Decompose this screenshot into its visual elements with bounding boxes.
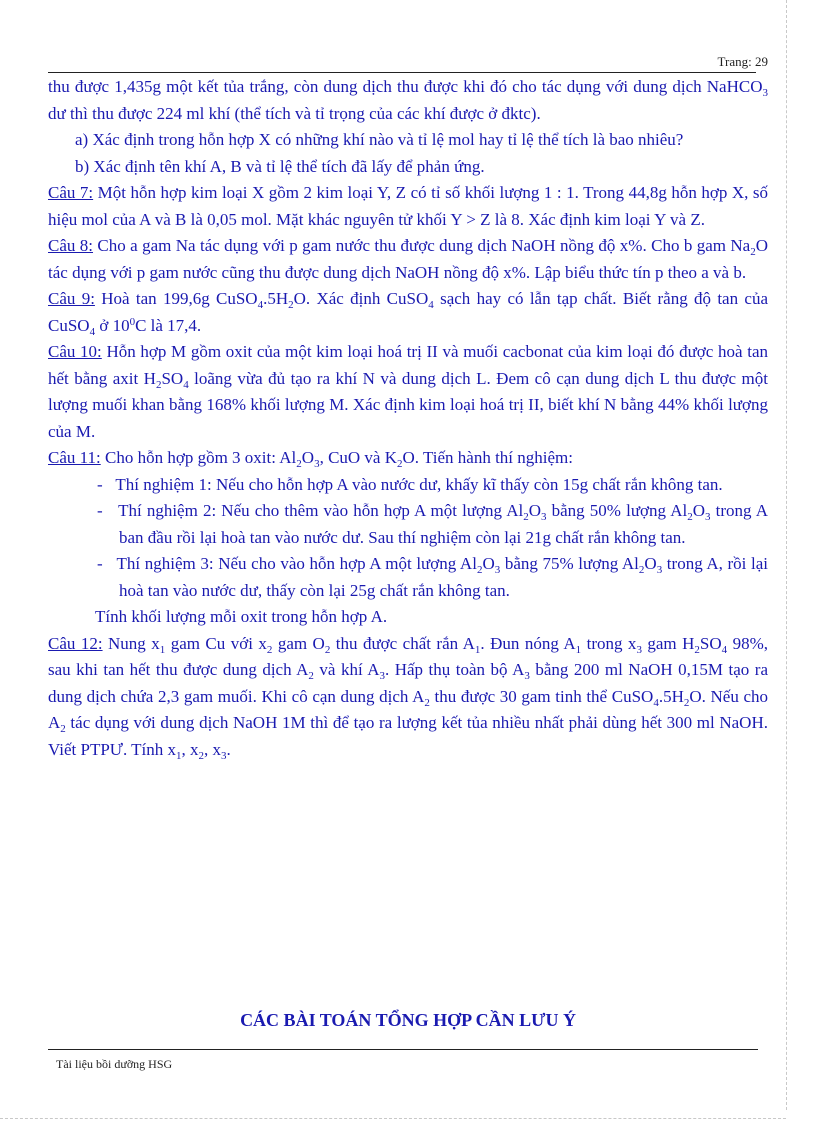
sub-question-a: a) Xác định trong hỗn hợp X có những khí nào và tỉ lệ mol hay tỉ lệ thể tích là bao nhiêu? bbox=[75, 130, 684, 149]
footer-divider bbox=[48, 1049, 758, 1050]
question-8: Câu 8: Cho a gam Na tác dụng với p gam nước thu được dung dịch NaOH nồng độ x%. Cho b gam $Na_2O$ tác dụng với p gam nước cũng thu được dung dịch NaOH nồng độ x%. Lập biểu thức tín p theo a và b. bbox=[48, 236, 769, 282]
sub-question-b: b) Xác định tên khí A, B và tỉ lệ thể tích đã lấy để phản ứng. bbox=[75, 156, 485, 176]
document-body bbox=[48, 74, 768, 763]
question-8-label: Câu 8: bbox=[48, 236, 94, 255]
question-11: Câu 11: Cho hỗn hợp gồm 3 oxit: $Al_2O_3$, CuO và $K_2O$. Tiến hành thí nghiệm: bbox=[48, 448, 573, 470]
question-11-conclusion: Tính khối lượng mỗi oxit trong hỗn hợp A. bbox=[95, 607, 388, 626]
question-9: Câu 9: Hoà tan 199,6g $CuSO_4.5H_2O$. Xác định CuSO$_4$ sạch hay có lẫn tạp chất. Biết rằng độ tan của CuSO$_4$ ở $10^0C$ là 17,4. bbox=[48, 289, 768, 338]
page-border-bottom bbox=[0, 1118, 786, 1119]
question-7-label: Câu 7: bbox=[48, 183, 94, 202]
question-10: Câu 10: Hỗn hợp M gồm oxit của một kim loại hoá trị II và muối cacbonat của kim loại đó được hoà tan hết bằng axit $H_2SO_4$ loãng vừa đủ tạo ra khí N và dung dịch L. Đem cô cạn dung dịch L thu được một lượng muối khan bằng 168% khối lượng M. Xác định kim loại hoá trị II, biết khí N bằng 44% khối lượng của M. bbox=[48, 342, 768, 441]
question-9-label: Câu 9: bbox=[48, 289, 95, 308]
question-10-label: Câu 10: bbox=[48, 342, 102, 361]
experiment-3: - Thí nghiệm 3: Nếu cho vào hỗn hợp A một lượng $Al_2O_3$ bằng 75% lượng $Al_2O_3$ trong A, rồi lại hoà tan vào nước dư, thấy còn lại 25g chất rắn không tan. bbox=[97, 554, 769, 600]
page-border-right bbox=[786, 0, 787, 1110]
footer-text: Tài liệu bồi dưỡng HSG bbox=[56, 1057, 173, 1071]
experiment-2: - Thí nghiệm 2: Nếu cho thêm vào hỗn hợp A một lượng $Al_2O_3$ bằng 50% lượng $Al_2O_3$ trong A ban đầu rồi lại hoà tan vào nước dư. Sau thí nghiệm còn lại 21g chất rắn không tan. bbox=[97, 501, 769, 547]
question-11-label: Câu 11: bbox=[48, 448, 101, 467]
intro-paragraph: thu được 1,435g một kết tủa trắng, còn dung dịch thu được khi đó cho tác dụng với dung dịch NaHCO$_3$ dư thì thu được 224 ml khí (thể tích và tỉ trọng của các khí được ở đktc). bbox=[48, 77, 768, 123]
question-12-label: Câu 12: bbox=[48, 633, 103, 653]
header-divider bbox=[48, 72, 756, 73]
section-title: CÁC BÀI TOÁN TỔNG HỢP CẦN LƯU Ý bbox=[240, 1010, 576, 1030]
question-7: Câu 7: Một hỗn hợp kim loại X gồm 2 kim loại Y, Z có tỉ số khối lượng 1 : 1. Trong 44,8g hỗn hợp X, số hiệu mol của A và B là 0,05 mol. Mặt khác nguyên tử khối Y > Z là 8. Xác định kim loại Y và Z. bbox=[48, 183, 769, 229]
page-number: Trang: 29 bbox=[717, 54, 768, 69]
experiment-1: - Thí nghiệm 1: Nếu cho hỗn hợp A vào nước dư, khấy kĩ thấy còn 15g chất rắn không tan. bbox=[97, 474, 723, 494]
question-12: Câu 12: Nung $x_1$ gam Cu với $x_2$ gam $O_2$ thu được chất rắn $A_1$. Đun nóng $A_1$ trong $x_3$ gam $H_2SO_4$ 98%, sau khi tan hết thu được dung dịch $A_2$ và khí $A_3$. Hấp thụ toàn bộ $A_3$ bằng 200 ml NaOH 0,15M tạo ra dung dịch chứa 2,3 gam muối. Khi cô cạn dung dịch $A_2$ thu được 30 gam tinh thể $CuSO_4.5H_2O$. Nếu cho $A_2$ tác dụng với dung dịch NaOH 1M thì để tạo ra lượng kết tủa nhiều nhất phải dùng hết 300 ml NaOH. Viết PTPƯ. Tính $x_1$, $x_2$, $x_3$. bbox=[48, 633, 768, 762]
